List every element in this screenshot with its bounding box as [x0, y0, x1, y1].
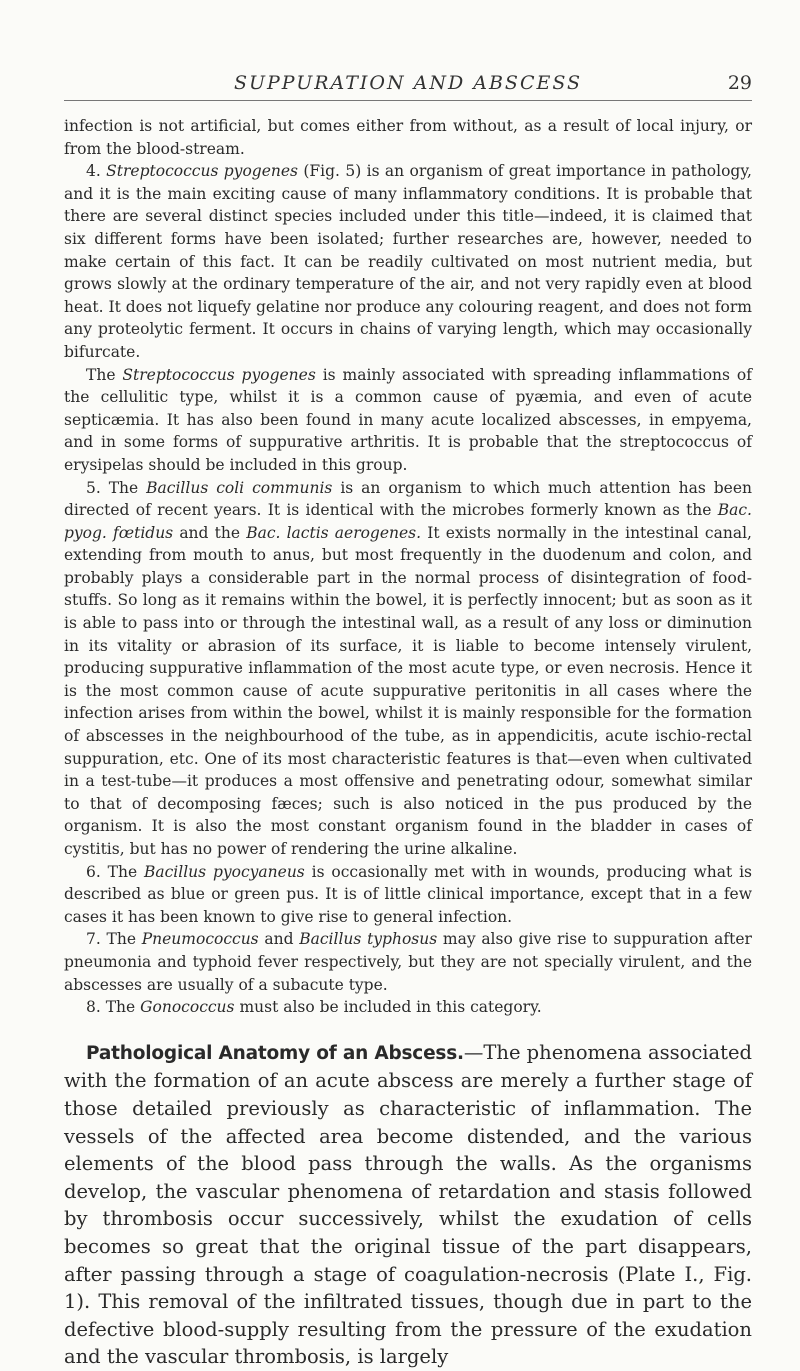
header-rule [64, 100, 752, 101]
paragraph-text: is an organism to which much attention has been directed of recent years. It is identical with the microbes formerly known as the [64, 478, 752, 520]
paragraph-bacillus-coli [64, 477, 752, 861]
paragraph-text: and [264, 930, 294, 949]
organism-name: Streptococcus pyogenes [106, 162, 298, 181]
item-number: 7. The [86, 930, 136, 949]
small-print-section [64, 115, 752, 1019]
large-print-section [64, 1039, 752, 1371]
paragraph-pneumococcus [64, 928, 752, 996]
paragraph-text: (Fig. 5) is an organism of great importance in pathology, and it is the main exciting cause of many inflammatory conditions. It is probable that there are several distinct species included under this title—indeed, it is claimed that six different forms have been isolated; further researches are, however, needed to make certain of this fact. It can be readily cultivated on most nutrient media, but grows slowly at the ordinary temperature of the air, and not very rapidly even at blood heat. It does not liquefy gelatine nor produce any colouring reagent, and does not form any proteolytic ferment. It occurs in chains of varying length, which may occasionally bifurcate. [64, 162, 752, 361]
body-text [64, 115, 752, 1371]
paragraph-text: must also be included in this category. [239, 998, 542, 1017]
section-heading: Pathological Anatomy of an Abscess. [86, 1042, 464, 1064]
paragraph-pathological-anatomy [64, 1039, 752, 1371]
item-number: 4. [86, 162, 101, 181]
paragraph-lead: The [86, 365, 116, 384]
paragraph-text: may also give rise to suppuration after pneumonia and typhoid fever respectively, but they are not specially virulent, and the abscesses are usually of a subacute type. [64, 930, 752, 994]
paragraph-streptococcus-associations [64, 364, 752, 477]
organism-name: Gonococcus [140, 998, 235, 1017]
page-header [64, 72, 752, 98]
organism-name: Bacillus pyocyaneus [144, 862, 305, 881]
organism-name: Bacillus typhosus [299, 930, 438, 949]
paragraph-text: is occasionally met with in wounds, producing what is described as blue or green pus. It is of little clinical importance, except that in a few cases it has been known to give rise to general infection. [64, 862, 752, 926]
paragraph-text: infection is not artificial, but comes either from without, as a result of local injury, or from the blood-stream. [64, 117, 752, 158]
organism-name: Streptococcus pyogenes [122, 365, 316, 384]
organism-name: Pneumococcus [141, 930, 259, 949]
paragraph-text: —The phenomena associated with the formation of an acute abscess are merely a further stage of those detailed previously as characteristic of inflammation. The vessels of the affected area become distended, and the various elements of the blood pass through the walls. As the organisms develop, the vascular phenomena of retardation and stasis followed by thrombosis occur successively, whilst the exudation of cells becomes so great that the original tissue of the part disappears, after passing through a stage of coagulation-necrosis (Plate I., Fig. 1). This removal of the infiltrated tissues, though due in part to the defective blood-supply resulting from the pressure of the exudation and the vascular thrombosis, is largely [64, 1040, 752, 1369]
organism-name: Bac. lactis aerogenes. [246, 523, 422, 542]
paragraph-text: is mainly associated with spreading inflammations of the cellulitic type, whilst it is a common cause of pyæmia, and even of acute septicæmia. It has also been found in many acute localized abscesses, in empyema, and in some forms of suppurative arthritis. It is probable that the streptococcus of erysipelas should be included in this group. [64, 365, 752, 474]
paragraph-gonococcus [64, 996, 752, 1019]
paragraph-pyocyaneus [64, 861, 752, 929]
running-head: SUPPURATION AND ABSCESS [233, 72, 583, 94]
item-number: 6. The [86, 862, 138, 881]
paragraph-text: It exists normally in the intestinal canal, extending from mouth to anus, but most frequently in the duodenum and colon, and probably plays a considerable part in the normal process of disintegration of food-stuffs. So long as it remains within the bowel, it is perfectly innocent; but as soon as it is able to pass into or through the intestinal wall, as a result of any loss or diminution in its vitality or abrasion of its surface, it is liable to become intensely virulent, producing suppurative inflammation of the most acute type, or even necrosis. Hence it is the most common cause of acute suppurative peritonitis in all cases where the infection arises from within the bowel, whilst it is mainly responsible for the formation of abscesses in the neighbourhood of the tube, as in appendicitis, acute ischio-rectal suppuration, etc. One of its most characteristic features is that—even when cultivated in a test-tube—it produces a most offensive and penetrating odour, somewhat similar to that of decomposing fæces; such is also noticed in the pus produced by the organism. It is also the most constant organism found in the bladder in cases of cystitis, but has no power of rendering the urine alkaline. [64, 523, 752, 858]
organism-name: Bac. pyog. fœtidus [64, 501, 752, 542]
page-number: 29 [727, 72, 752, 94]
organism-name: Bacillus coli communis [146, 478, 333, 497]
item-number: 8. The [86, 998, 136, 1017]
paragraph-continuation [64, 115, 752, 160]
paragraph-text: and the [179, 523, 241, 542]
item-number: 5. The [86, 478, 139, 497]
paragraph-streptococcus [64, 160, 752, 363]
